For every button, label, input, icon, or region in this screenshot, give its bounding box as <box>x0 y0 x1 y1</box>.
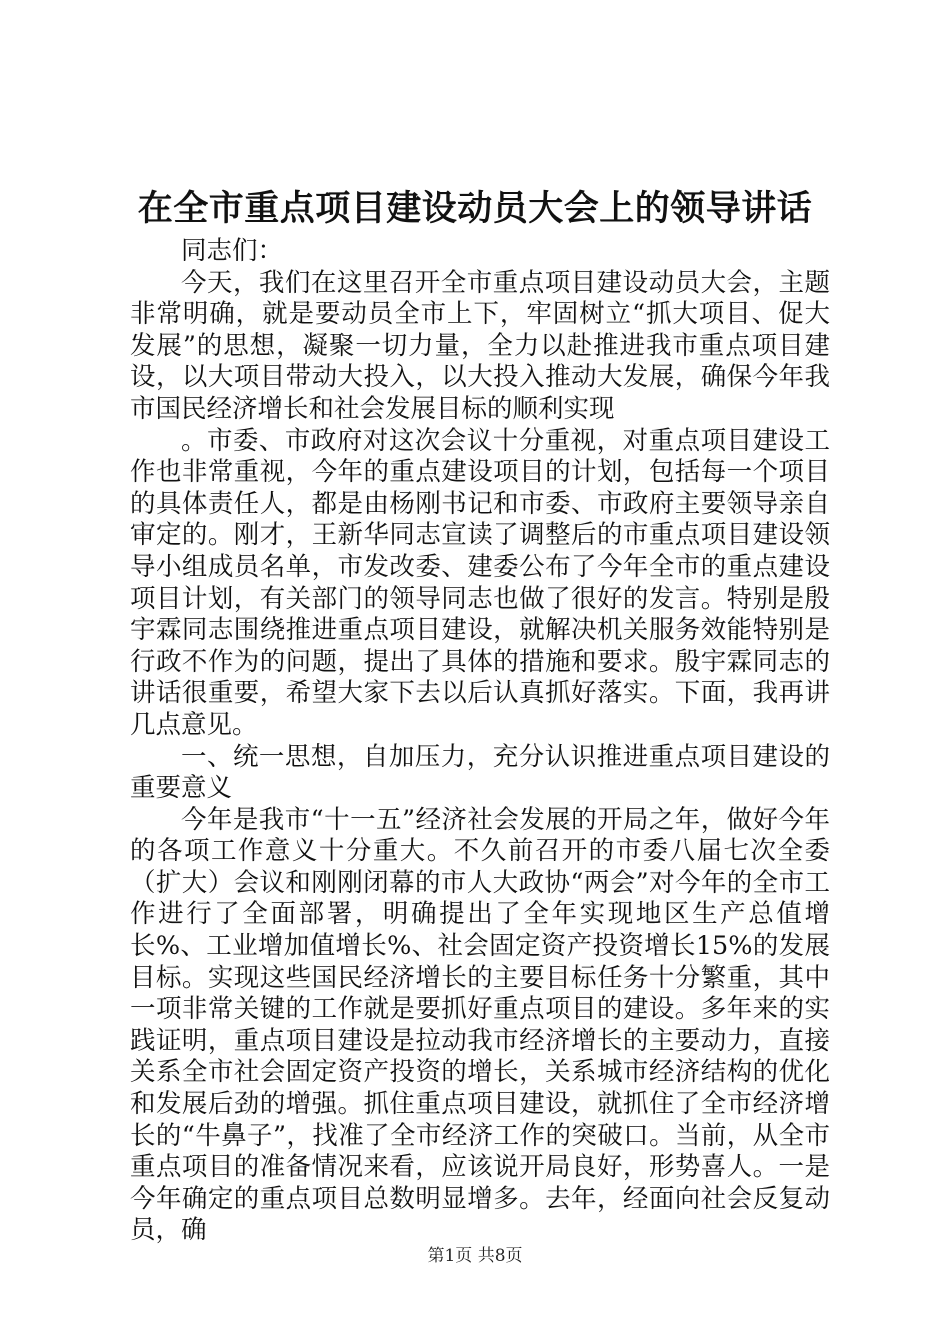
body-paragraph: 今天，我们在这里召开全市重点项目建设动员大会，主题非常明确，就是要动员全市上下，牢固树立“抓大项目、促大发展”的思想，凝聚一切力量，全力以赴推进我市重点项目建设，以大项目带动大投入，以大投入推动大发展，确保今年我市国民经济增长和社会发展目标的顺利实现 <box>130 267 830 424</box>
page-number-footer: 第1页 共8页 <box>427 1246 523 1266</box>
section-heading: 一、统一思想，自加压力，充分认识推进重点项目建设的重要意义 <box>130 741 830 804</box>
body-paragraph: 今年是我市“十一五”经济社会发展的开局之年，做好今年的各项工作意义十分重大。不久前召开的市委八届七次全委（扩大）会议和刚刚闭幕的市人大政协“两会”对今年的全市工作进行了全面部署，明确提出了全年实现地区生产总值增长%、工业增加值增长%、社会固定资产投资增长15%的发展目标。实现这些国民经济增长的主要目标任务十分繁重，其中一项非常关键的工作就是要抓好重点项目的建设。多年来的实践证明，重点项目建设是拉动我市经济增长的主要动力，直接关系全市社会固定资产投资的增长，关系城市经济结构的优化和发展后劲的增强。抓住重点项目建设，就抓住了全市经济增长的“牛鼻子”，找准了全市经济工作的突破口。当前，从全市重点项目的准备情况来看，应该说开局良好，形势喜人。一是今年确定的重点项目总数明显增多。去年，经面向社会反复动员，确 <box>130 804 830 1246</box>
body-paragraph: 。市委、市政府对这次会议十分重视，对重点项目建设工作也非常重视，今年的重点建设项目的计划，包括每一个项目的具体责任人，都是由杨刚书记和市委、市政府主要领导亲自审定的。刚才，王新华同志宣读了调整后的市重点项目建设领导小组成员名单，市发改委、建委公布了今年全市的重点建设项目计划，有关部门的领导同志也做了很好的发言。特别是殷宇霖同志围绕推进重点项目建设，就解决机关服务效能特别是行政不作为的问题，提出了具体的措施和要求。殷宇霖同志的讲话很重要，希望大家下去以后认真抓好落实。下面，我再讲几点意见。 <box>130 425 830 740</box>
document-title: 在全市重点项目建设动员大会上的领导讲话 <box>137 188 813 229</box>
salutation-paragraph: 同志们： <box>181 236 284 266</box>
document-body <box>130 236 830 1247</box>
